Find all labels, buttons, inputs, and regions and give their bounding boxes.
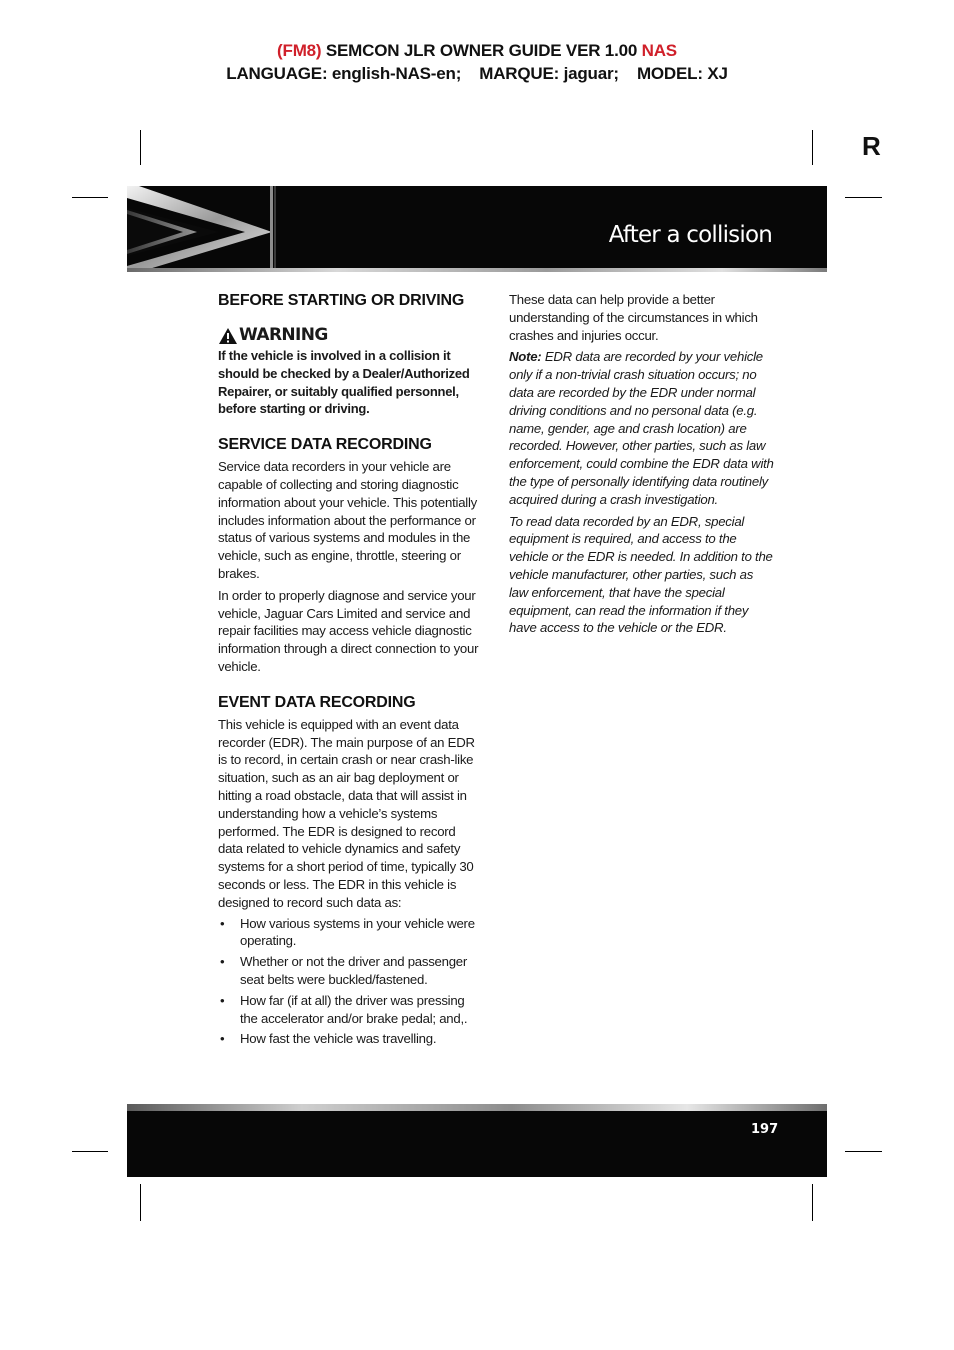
warning-text: If the vehicle is involved in a collision it should be checked by a Dealer/Authorized Repairer, or suitably qualified personnel, before starting or driving. (218, 348, 470, 417)
section-letter: R (862, 131, 881, 161)
page-number: 197 (751, 1122, 779, 1137)
left-column (218, 291, 482, 1051)
doc-title: SEMCON JLR OWNER GUIDE VER 1.00 (325, 41, 638, 60)
crop-mark (845, 197, 882, 198)
bullet-dot-icon: • (220, 915, 225, 931)
section-title: After a collision (608, 222, 772, 248)
chevron-graphic-icon (127, 186, 287, 272)
crop-mark (845, 1151, 882, 1152)
note-label: Note: (509, 349, 542, 365)
crop-mark (812, 1184, 813, 1221)
heading-event-data: EVENT DATA RECORDING (218, 693, 416, 711)
warning-triangle-icon (218, 327, 238, 345)
right-paragraph-3: To read data recorded by an EDR, special equipment is required, and access to the vehicle or the EDR is needed. In addition to the vehicle manufacturer, other parties, such as law enforcement, that have the special equipment, can read the information if they have access to the vehicle or the EDR. (509, 513, 773, 636)
section-banner (127, 186, 827, 272)
crop-mark (812, 130, 813, 165)
list-item: • Whether or not the driver and passenger seat belts were buckled/fastened. (220, 954, 468, 987)
crop-mark (140, 1184, 141, 1221)
list-item: • How fast the vehicle was travelling. (220, 1031, 437, 1047)
crop-mark (72, 197, 108, 198)
banner-highlight (127, 268, 827, 272)
warning-label-text: WARNING (239, 325, 328, 346)
bullet-dot-icon: • (220, 1031, 225, 1047)
note-paragraph (509, 348, 775, 508)
list-item: • How far (if at all) the driver was pressing the accelerator and/or brake pedal; and,. (220, 992, 468, 1026)
list-item: • How various systems in your vehicle were operating. (220, 915, 475, 949)
crop-mark (72, 1151, 108, 1152)
note-text: EDR data are recorded by your vehicle only if a non-trivial crash situation occurs; no data are recorded by the EDR under normal driving conditions and no personal data (e.g. name, gender, age and crash location) are recorded. However, other parties, such as law enforcement, could combine the EDR data with the type of personally identifying data routinely acquired during a crash investigation. (509, 349, 774, 507)
doc-header-line2: LANGUAGE: english-NAS-en; MARQUE: jaguar; MODEL: XJ (226, 64, 728, 83)
doc-code: (FM8) (277, 41, 322, 60)
doc-header-line1 (0, 41, 954, 61)
crop-mark (140, 130, 141, 165)
right-paragraph-1: These data can help provide a better understanding of the circumstances in which crashes and injuries occur. (509, 292, 758, 343)
footer-highlight (127, 1104, 827, 1111)
page-footer (127, 1104, 827, 1177)
edr-data-list (218, 915, 482, 1049)
right-column (509, 291, 775, 637)
service-paragraph-1: Service data recorders in your vehicle are capable of collecting and storing diagnostic information about your vehicle. This potentially includes information about the performance or status of various systems and modules in the vehicle, such as engine, throttle, steering or brakes. (218, 459, 477, 581)
event-paragraph-1: This vehicle is equipped with an event data recorder (EDR). The main purpose of an EDR is to record, in certain crash or near crash-like situation, such as an air bag deployment or hitting a road obstacle, data that will assist in understanding how a vehicle’s systems performed. The EDR is designed to record data related to vehicle dynamics and safety systems for a short period of time, typically 30 seconds or less. The EDR in this vehicle is designed to record such data as: (218, 716, 475, 910)
bullet-dot-icon: • (220, 954, 225, 970)
service-paragraph-2: In order to properly diagnose and service your vehicle, Jaguar Cars Limited and service and repair facilities may access vehicle diagnostic information through a direct connection to your vehicle. (218, 587, 479, 674)
bullet-dot-icon: • (220, 992, 225, 1008)
heading-before-starting: BEFORE STARTING OR DRIVING (218, 292, 465, 309)
heading-service-data: SERVICE DATA RECORDING (218, 436, 432, 454)
warning-label (218, 325, 482, 347)
doc-region: NAS (641, 41, 677, 60)
